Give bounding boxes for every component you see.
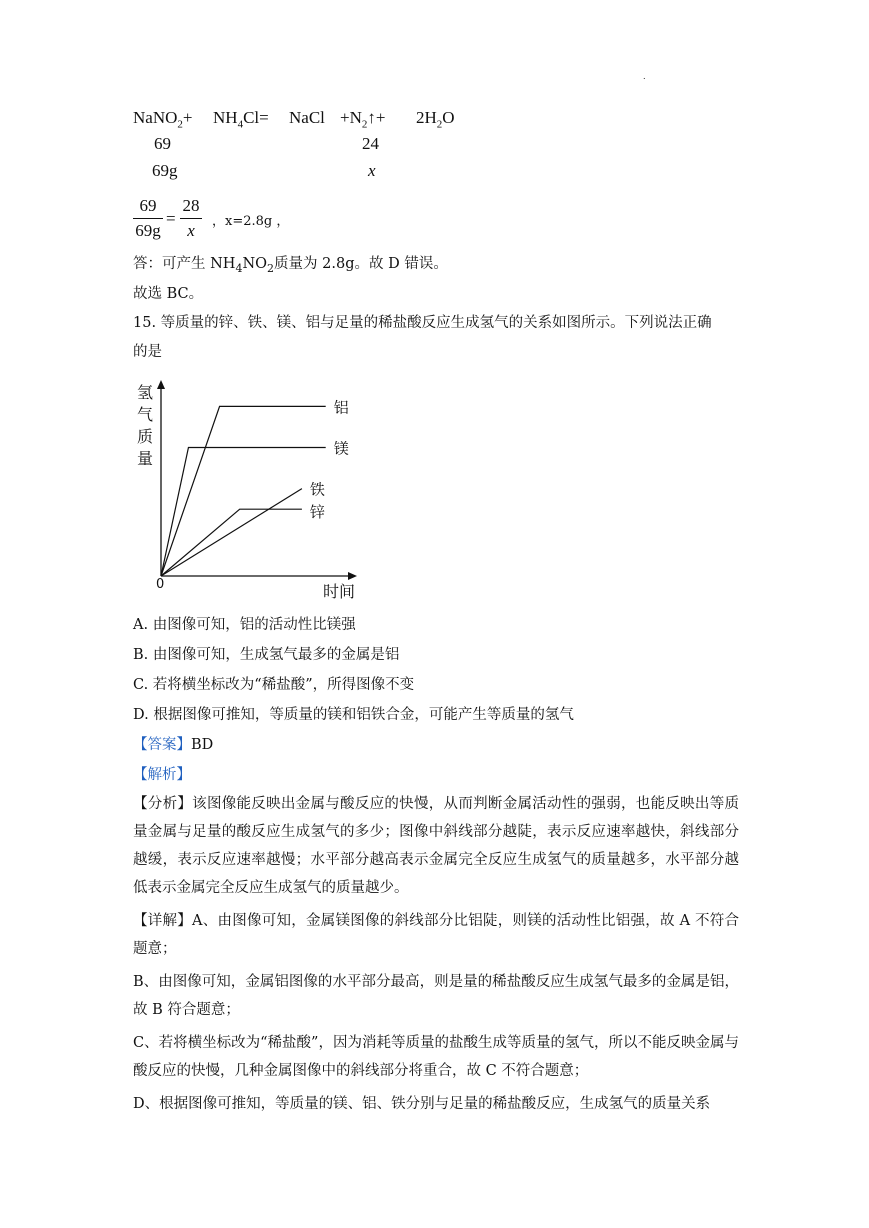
- x-axis-arrow: [348, 572, 357, 580]
- question-line-2: 的是: [133, 344, 162, 360]
- detail-a: [133, 907, 739, 963]
- answer-conclusion: 答：可产生 $NH_4NO_2$质量为 2.8g。故 D 错误。: [133, 256, 448, 275]
- analysis-tag: 【解析】: [133, 767, 191, 783]
- mass-left: 69g: [152, 161, 178, 180]
- detail-b: B、由图像可知，金属铝图像的水平部分最高，则是量的稀盐酸反应生成氢气最多的金属是铝，故 B 符合题意；: [133, 974, 739, 1018]
- question-line-1: 15. 等质量的锌、铁、镁、铝与足量的稀盐酸反应生成氢气的关系如图所示。下列说法正确: [133, 315, 712, 331]
- fraction-2-numerator: 28: [182, 196, 200, 215]
- fraction-1-numerator: 69: [139, 196, 157, 215]
- corner-dot: .: [643, 72, 646, 81]
- y-axis-label-char: 量: [137, 449, 154, 468]
- product2: $+N_2↑+$: [340, 108, 386, 131]
- gas-arrow: ↑+: [367, 108, 386, 127]
- option-a: A. 由图像可知，铝的活动性比镁强: [133, 617, 356, 633]
- reactant1: NaNO$_2$: [133, 108, 183, 131]
- fraction-2-denominator: x: [187, 221, 195, 240]
- y-axis-arrow: [157, 380, 165, 389]
- y-axis-label-char: 质: [137, 427, 154, 446]
- answer-value: BD: [191, 737, 214, 753]
- y-axis-label-char: 氢: [137, 383, 154, 402]
- mass-right: x: [368, 161, 376, 180]
- plus1: +: [182, 108, 193, 127]
- y-axis-label-char: 气: [137, 405, 154, 424]
- series-label-1: 镁: [333, 439, 349, 458]
- series-line-2: [161, 489, 302, 576]
- option-d: D. 根据图像可推知，等质量的镁和铝铁合金，可能产生等质量的氢气: [133, 707, 574, 723]
- analysis-text: 该图像能反映出金属与酸反应的快慢，从而判断金属活动性的强弱，也能反映出等质量金属与足量的酸反应生成氢气的多少；图像中斜线部分越陡，表示反应速率越快，斜线部分越缓，表示反应速率越慢；水平部分越高表示金属完全反应生成氢气的质量越多，水平部分越低表示金属完全反应生成氢气的质量越少。: [133, 796, 740, 896]
- series-line-1: [161, 448, 326, 577]
- fraction-result: ，x=2.8g ，: [212, 214, 290, 229]
- series-label-3: 锌: [309, 503, 325, 522]
- answer-tag: 【答案】: [133, 737, 191, 753]
- fraction-1-denominator: 69g: [135, 221, 161, 240]
- fraction-equals: =: [166, 209, 176, 228]
- analysis-label: 【分析】: [133, 796, 193, 812]
- detail-a-text: A、由图像可知，金属镁图像的斜线部分比铝陡，则镁的活动性比铝强，故 A 不符合题意；: [133, 913, 739, 957]
- equation-row: [133, 108, 192, 130]
- answer-row: [133, 735, 213, 755]
- hydrogen-mass-chart: [125, 372, 365, 607]
- origin-label: 0: [156, 577, 165, 592]
- choose-line: 故选 BC。: [133, 286, 204, 302]
- series-line-3: [161, 509, 302, 576]
- fraction-1: [133, 196, 163, 241]
- ratio-right: 24: [362, 134, 379, 153]
- option-b: B. 由图像可知，生成氢气最多的金属是铝: [133, 647, 400, 663]
- detail-label: 【详解】: [133, 913, 193, 929]
- fraction-2: [180, 196, 202, 241]
- product3: $2H_2O$: [416, 108, 455, 131]
- detail-c: C、若将横坐标改为“稀盐酸”，因为消耗等质量的盐酸生成等质量的氢气，所以不能反映金属与酸反应的快慢，几种金属图像中的斜线部分将重合，故 C 不符合题意；: [133, 1035, 739, 1079]
- x-axis-label: 时间: [323, 582, 356, 601]
- series-label-0: 铝: [333, 398, 349, 417]
- series-label-2: 铁: [309, 480, 325, 499]
- product1: NaCl: [289, 108, 325, 127]
- y-axis-label: [137, 383, 153, 468]
- series-line-0: [161, 406, 326, 576]
- detail-d: D、根据图像可推知，等质量的镁、铝、铁分别与足量的稀盐酸反应，生成氢气的质量关系: [133, 1096, 711, 1112]
- reactant2: $NH_4Cl=$: [213, 108, 269, 131]
- ratio-left: 69: [154, 134, 171, 153]
- series-group: [161, 398, 349, 576]
- analysis-paragraph: [133, 790, 739, 902]
- option-c: C. 若将横坐标改为“稀盐酸”，所得图像不变: [133, 677, 415, 693]
